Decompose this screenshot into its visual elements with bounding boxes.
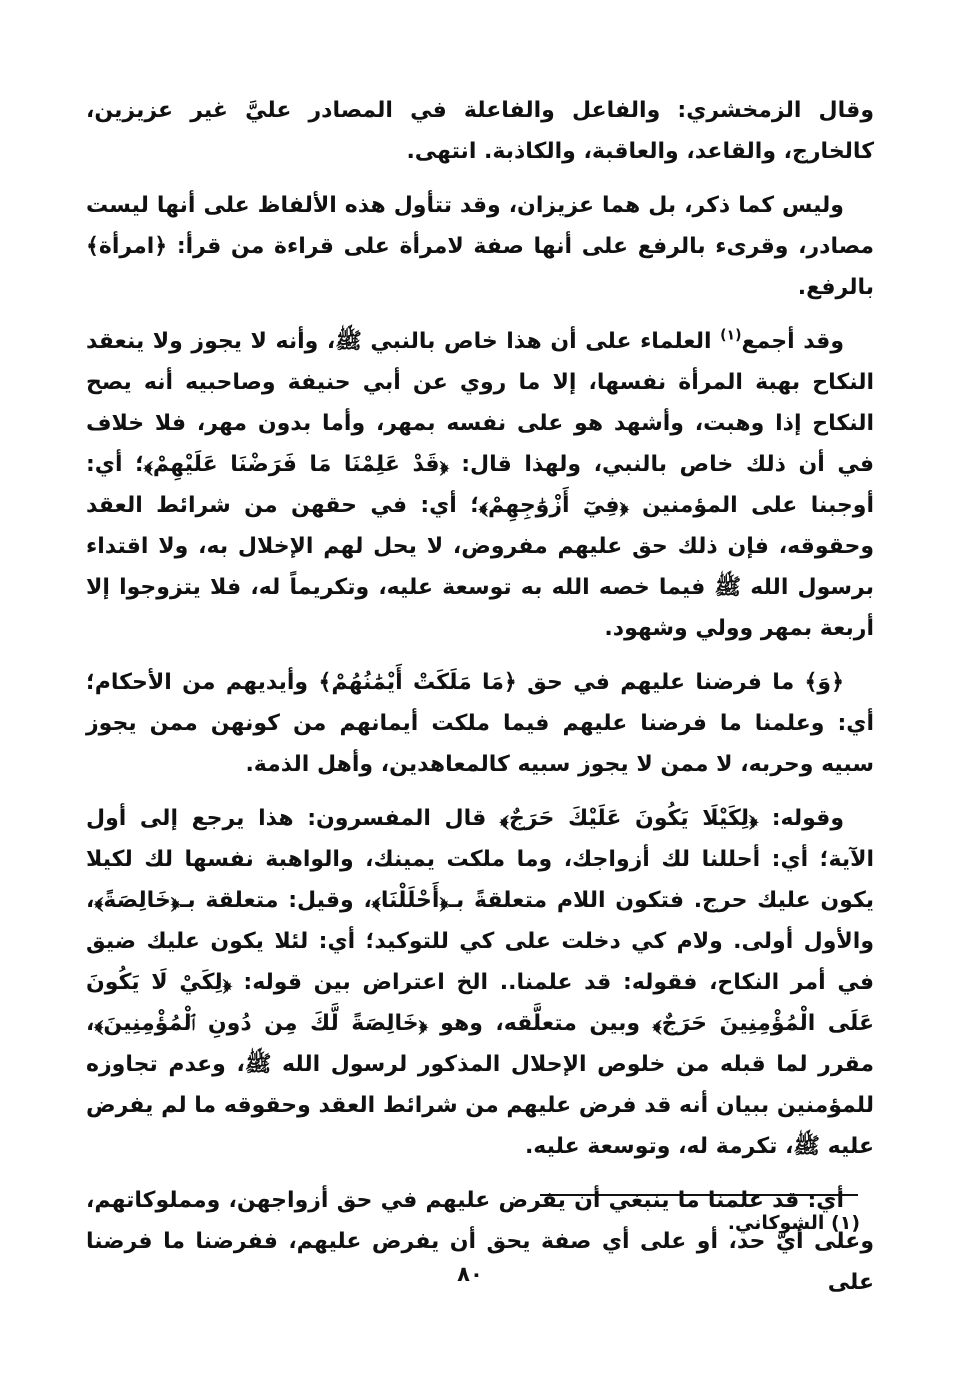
footnote: (١) الشوكاني.: [727, 1212, 860, 1234]
paragraph-6: أي: قد علمنا ما ينبغي أن يفرض عليهم في حق أزواجهن، ومملوكاتهم، وعلى أيّ حد، أو على أي صفة يحق أن يفرض عليهم، ففرضنا ما فرضنا على: [86, 1188, 874, 1295]
footnote-divider: [540, 1194, 858, 1196]
footnote-reference: (١): [720, 327, 742, 344]
paragraph-3-rest: العلماء على أن هذا خاص بالنبي ﷺ، وأنه لا يجوز ولا ينعقد النكاح بهبة المرأة نفسها، إلا ما روي عن أبي حنيفة وصاحبيه أنه يصح النكاح إذا وهبت، وأشهد هو على نفسه بمهر، وأما بدون مهر، فلا خلاف في أن ذلك خاص بالنبي، ولهذا قال: ﴿قَدْ عَلِمْنَا مَا فَرَضْنَا عَلَيْهِمْ﴾؛ أي: أوجبنا على المؤمنين ﴿فِيٓ أَزْوَٰجِهِمْ﴾؛ أي: في حقهن من شرائط العقد وحقوقه، فإن ذلك حق عليهم مفروض، لا يحل لهم الإخلال به، ولا اقتداء برسول الله ﷺ فيما خصه الله به توسعة عليه، وتكريماً له، فلا يتزوجوا إلا أربعة بمهر وولي وشهود.: [86, 329, 874, 641]
paragraph-5: وقوله: ﴿لِكَيْلَا يَكُونَ عَلَيْكَ حَرَجٌ﴾ قال المفسرون: هذا يرجع إلى أول الآية؛ أي: أحللنا لك أزواجك، وما ملكت يمينك، والواهبة نفسها لك لكيلا يكون عليك حرج. فتكون اللام متعلقةً بـ﴿أَحْلَلْنَا﴾، وقيل: متعلقة بـ﴿خَالِصَةً﴾، والأول أولى. ولام كي دخلت على كي للتوكيد؛ أي: لئلا يكون عليك ضيق في أمر النكاح، فقوله: قد علمنا.. الخ اعتراض بين قوله: ﴿لِكَيْ لَا يَكُونَ عَلَى الْمُؤْمِنِينَ حَرَجٌ﴾ وبين متعلَّقه، وهو ﴿خَالِصَةً لَّكَ مِن دُونِ ٱلْمُؤْمِنِينَ﴾، مقرر لما قبله من خلوص الإحلال المذكور لرسول الله ﷺ، وعدم تجاوزه للمؤمنين ببيان أنه قد فرض عليهم من شرائط العقد وحقوقه ما لم يفرض عليه ﷺ، تكرمة له، وتوسعة عليه.: [86, 806, 874, 1159]
paragraph-1: وقال الزمخشري: والفاعل والفاعلة في المصادر عليَّ غير عزيزين، كالخارج، والقاعد، والعاقبة، والكاذبة. انتهى.: [86, 98, 874, 164]
paragraph-2: وليس كما ذكر، بل هما عزيزان، وقد تتأول هذه الألفاظ على أنها ليست مصادر، وقرىء بالرفع على أنها صفة لامرأة على قراءة من قرأ: ﴿امرأة﴾ بالرفع.: [86, 193, 874, 300]
body-text: [86, 90, 874, 1316]
paragraph-3: [86, 321, 874, 649]
page-number: ٨٠: [457, 1262, 483, 1286]
paragraph-3-start: وقد أجمع: [741, 329, 845, 354]
paragraph-4: ﴿وَ﴾ ما فرضنا عليهم في حق ﴿مَا مَلَكَتْ أَيْمَٰنُهُمْ﴾ وأيديهم من الأحكام؛ أي: وعلمنا ما فرضنا عليهم فيما ملكت أيمانهم من كونهن ممن يجوز سبيه وحربه، لا ممن لا يجوز سبيه كالمعاهدين، وأهل الذمة.: [86, 670, 874, 777]
